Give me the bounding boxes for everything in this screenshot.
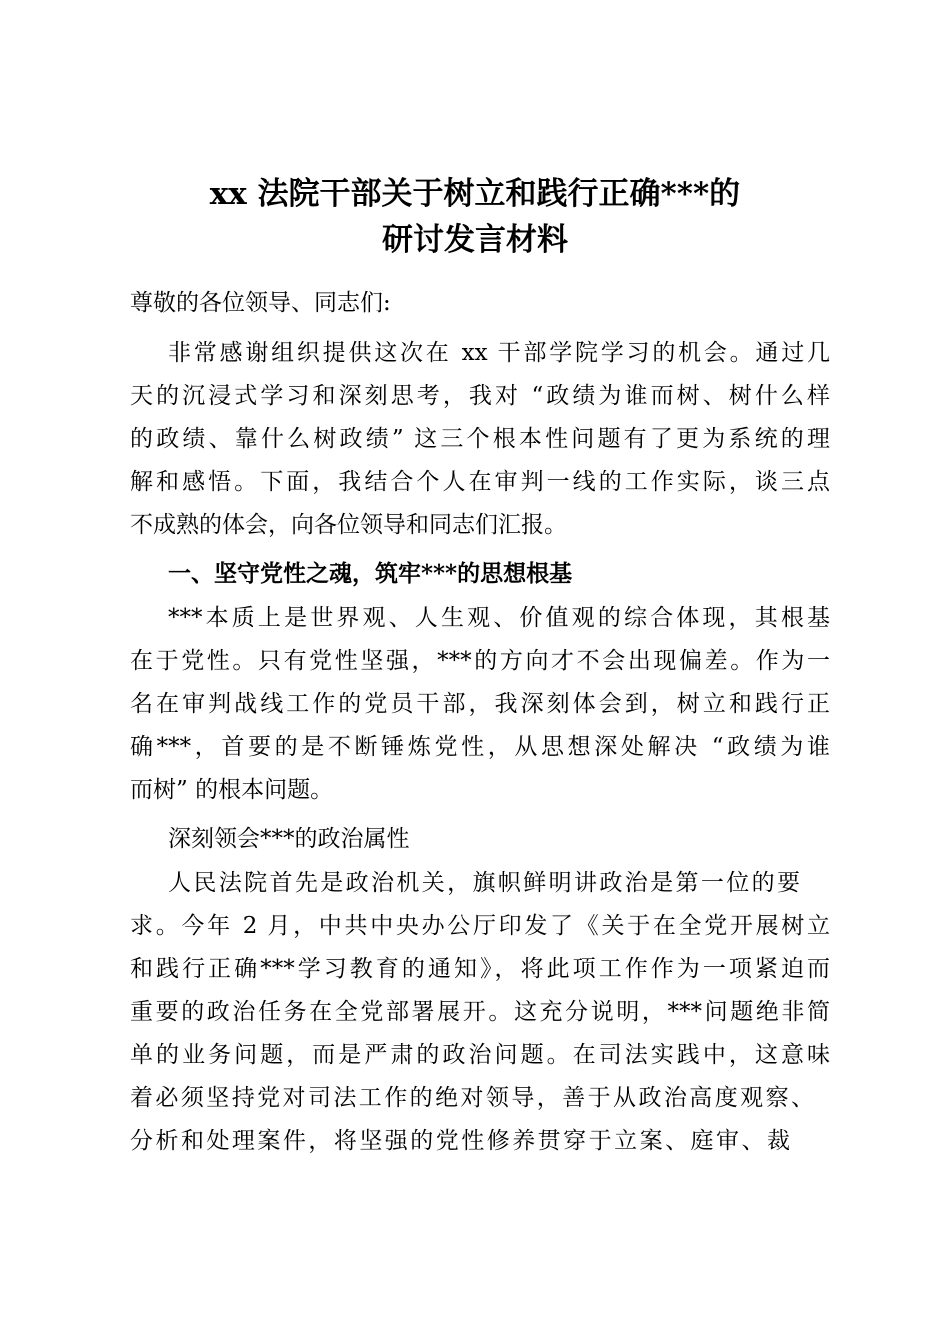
subheading-1: 深刻领会***的政治属性 (168, 826, 410, 852)
paragraph-line: 而树” 的根本问题。 (130, 777, 334, 803)
paragraph-line: 单的业务问题，而是严肃的政治问题。在司法实践中，这意味 (130, 1042, 830, 1068)
paragraph-line: 和践行正确***学习教育的通知》，将此项工作作为一项紧迫而 (130, 956, 830, 982)
paragraph-line: 非常感谢组织提供这次在 xx 干部学院学习的机会。通过几 (168, 340, 830, 366)
salutation: 尊敬的各位领导、同志们: (130, 290, 391, 316)
paragraph-line: 着必须坚持党对司法工作的绝对领导，善于从政治高度观察、 (130, 1085, 814, 1111)
section-heading-1: 一、坚守党性之魂，筑牢***的思想根基 (168, 560, 573, 587)
paragraph-line: 确***，首要的是不断锤炼党性，从思想深处解决 “政绩为谁 (130, 734, 830, 760)
paragraph-line: 解和感悟。下面，我结合个人在审判一线的工作实际，谈三点 (130, 469, 830, 495)
paragraph-line: 的政绩、靠什么树政绩” 这三个根本性问题有了更为系统的理 (130, 426, 830, 452)
paragraph-line: 分析和处理案件，将坚强的党性修养贯穿于立案、庭审、裁 (130, 1128, 790, 1154)
document-title-line-1: xx 法院干部关于树立和践行正确***的 (209, 176, 741, 212)
document-title-line-2: 研讨发言材料 (382, 222, 568, 258)
paragraph-line: 天的沉浸式学习和深刻思考，我对 “政绩为谁而树、树什么样 (130, 383, 830, 409)
paragraph-line: 重要的政治任务在全党部署展开。这充分说明，***问题绝非简 (130, 999, 830, 1025)
paragraph-line: ***本质上是世界观、人生观、价值观的综合体现，其根基 (168, 605, 830, 631)
paragraph-line: 人民法院首先是政治机关，旗帜鲜明讲政治是第一位的要 (168, 870, 800, 896)
paragraph-line: 在于党性。只有党性坚强，***的方向才不会出现偏差。作为一 (130, 648, 830, 674)
paragraph-line: 不成熟的体会，向各位领导和同志们汇报。 (130, 512, 567, 538)
paragraph-line: 求。今年 2 月，中共中央办公厅印发了《关于在全党开展树立 (130, 913, 830, 939)
paragraph-line: 名在审判战线工作的党员干部，我深刻体会到，树立和践行正 (130, 691, 830, 717)
